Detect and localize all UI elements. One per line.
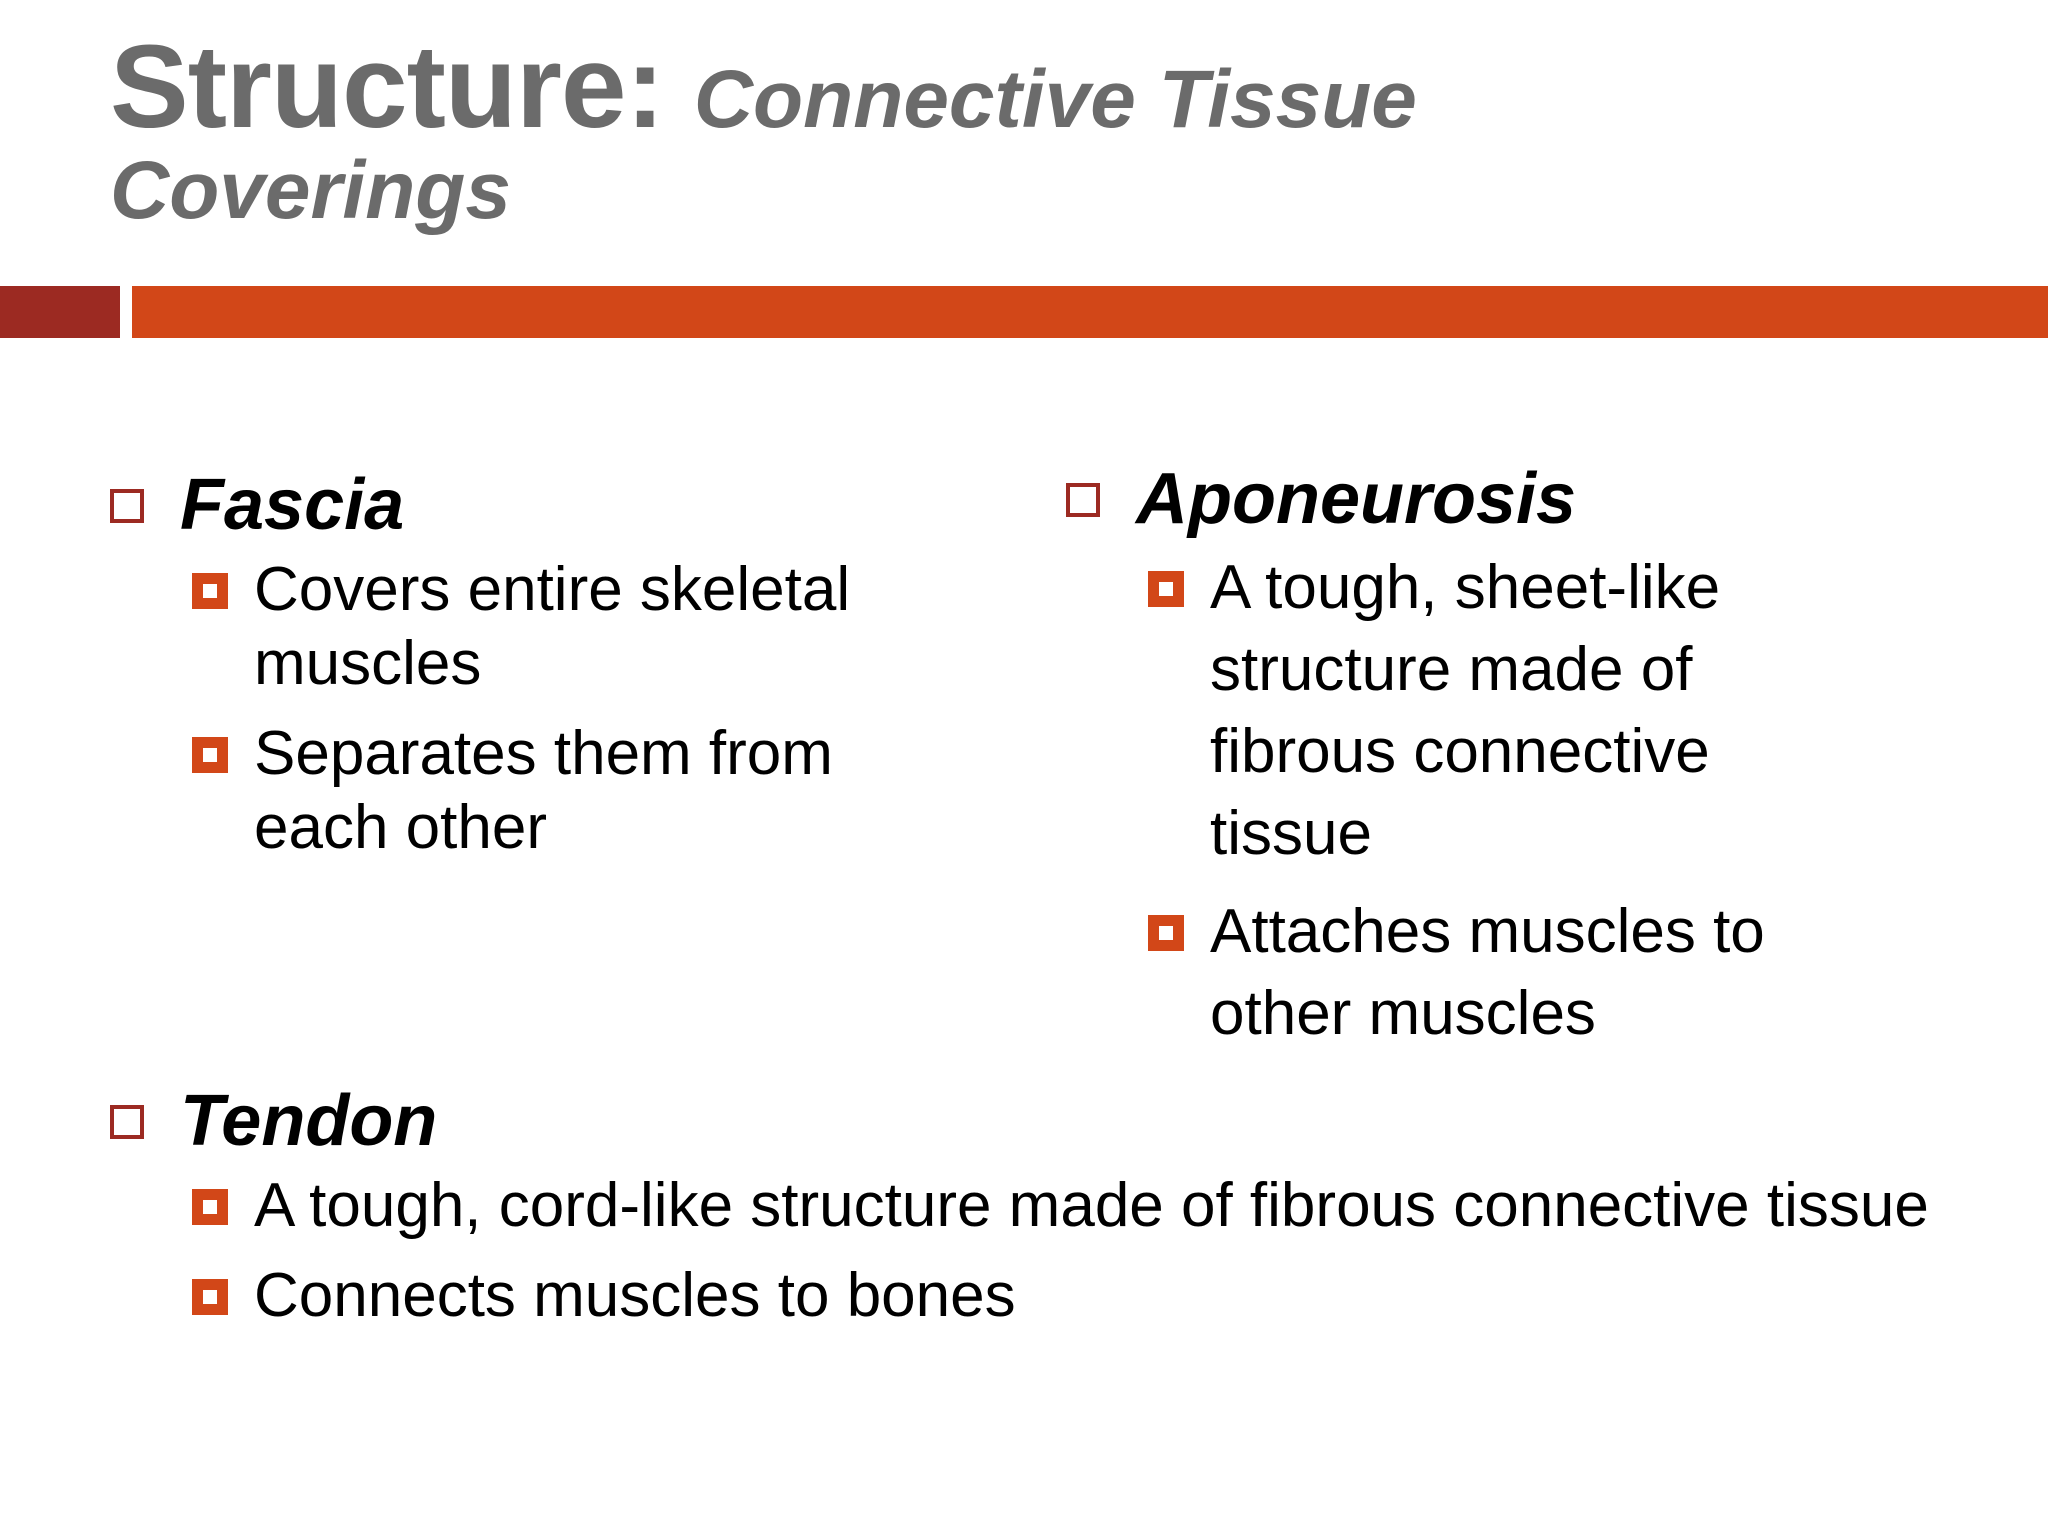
accent-bar-left xyxy=(0,286,120,338)
bullet-list xyxy=(192,553,1010,865)
hollow-square-icon xyxy=(110,1105,144,1139)
hollow-square-icon xyxy=(1066,483,1100,517)
bullet-list xyxy=(192,1169,2010,1333)
item-text: Separates them from each other xyxy=(254,719,833,863)
list-item xyxy=(1148,891,1966,1055)
item-text: Connects muscles to bones xyxy=(254,1261,1016,1331)
title-subtitle-continued: Coverings xyxy=(110,145,511,236)
section-heading xyxy=(110,1082,2010,1161)
item-text: A tough, sheet-like structure made of fibrous connective tissue xyxy=(1210,553,1721,869)
title-subtitle: Connective Tissue xyxy=(693,54,1417,145)
list-item xyxy=(192,1259,2010,1333)
hollow-square-icon xyxy=(110,489,144,523)
heading-text: Aponeurosis xyxy=(1136,459,1577,539)
list-item xyxy=(192,553,1010,701)
square-bullet-icon xyxy=(192,573,228,609)
heading-text: Tendon xyxy=(180,1081,438,1161)
section-heading xyxy=(1066,460,1966,539)
bullet-list xyxy=(1148,547,1966,1055)
item-text: A tough, cord-like structure made of fibrous connective tissue xyxy=(254,1171,1929,1241)
accent-bar-main xyxy=(132,286,2048,338)
item-text: Covers entire skeletal muscles xyxy=(254,555,851,699)
title-main: Structure: xyxy=(110,21,664,153)
list-item xyxy=(192,1169,2010,1243)
square-bullet-icon xyxy=(192,1279,228,1315)
square-bullet-icon xyxy=(1148,571,1184,607)
list-item xyxy=(192,717,1010,865)
section-heading xyxy=(110,466,1010,545)
square-bullet-icon xyxy=(1148,915,1184,951)
heading-text: Fascia xyxy=(180,465,405,545)
section-aponeurosis xyxy=(1066,460,1966,1055)
square-bullet-icon xyxy=(192,737,228,773)
item-text: Attaches muscles to other muscles xyxy=(1210,897,1765,1049)
slide-title xyxy=(110,21,2010,236)
title-line-1 xyxy=(110,21,2010,153)
list-item xyxy=(1148,547,1966,875)
square-bullet-icon xyxy=(192,1189,228,1225)
section-fascia xyxy=(110,466,1010,865)
section-tendon xyxy=(110,1082,2010,1333)
